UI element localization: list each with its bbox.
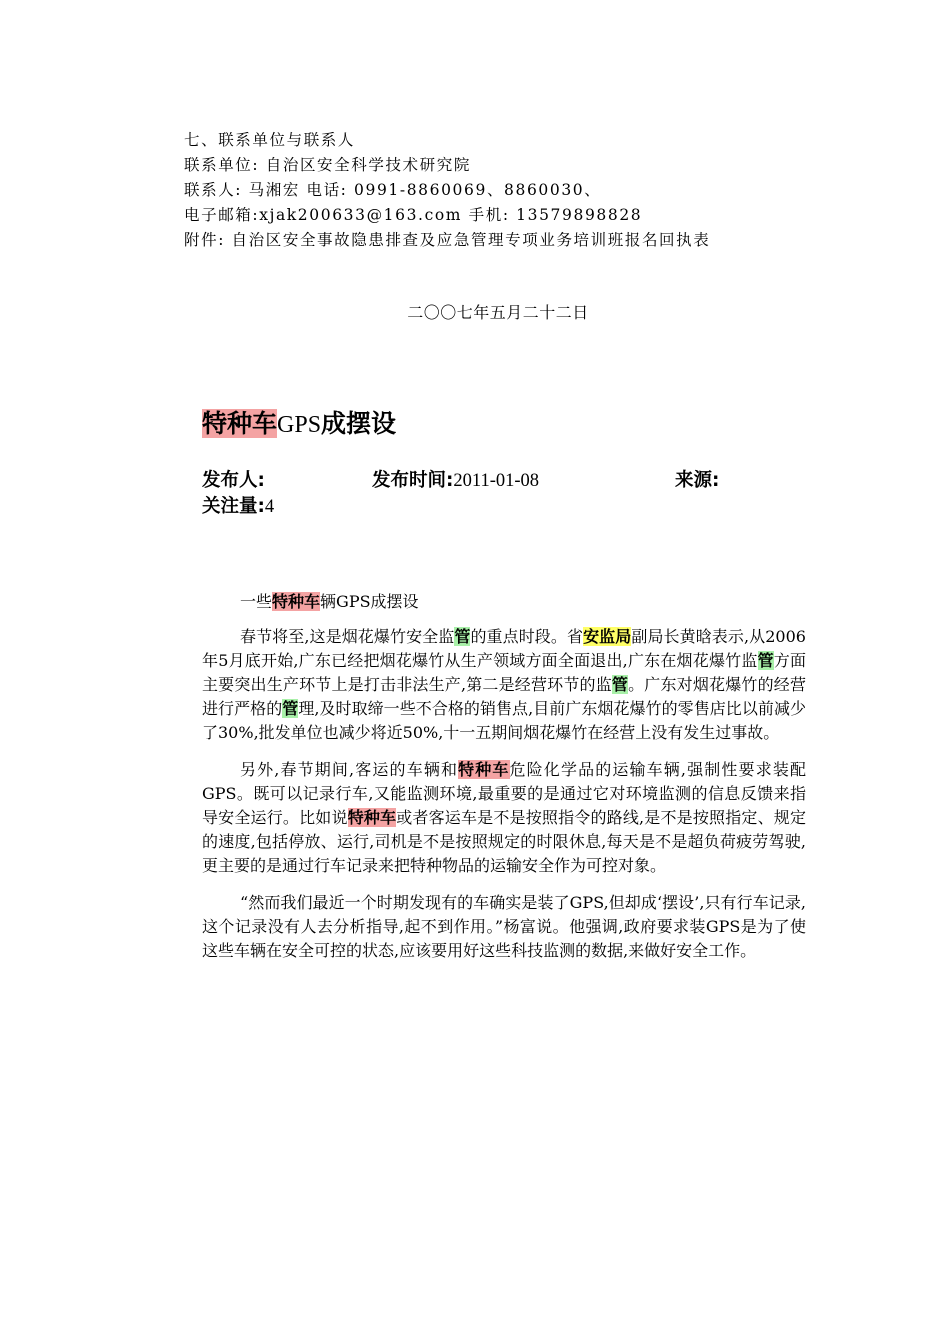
keyword-highlight: 管: [454, 627, 471, 646]
paragraph-1: [202, 590, 806, 614]
publish-time-label: 发布时间:: [372, 470, 454, 491]
paragraph-3: [202, 758, 806, 878]
paragraph-4: [202, 891, 806, 963]
keyword-highlight: 管: [611, 675, 629, 694]
document-date: 二〇〇七年五月二十二日: [407, 303, 589, 322]
contact-email: 电子邮箱:xjak200633@163.com 手机: 13579898828: [184, 206, 643, 224]
contact-section: [184, 128, 710, 253]
contact-person: 联系人: 马湘宏 电话: 0991-8860069、8860030、: [184, 181, 602, 199]
article-meta: [202, 468, 720, 520]
views-label: 关注量:: [202, 496, 265, 517]
keyword-highlight: 管: [757, 651, 774, 670]
p2-text-c: 副局长黄晗表示,从2006年5月底开始,广东已经把烟花爆竹从生产领域方面全面退出,广东在烟花爆竹监: [202, 627, 806, 670]
keyword-highlight: 管: [282, 699, 299, 718]
p1-text-b: 辆GPS成摆设: [320, 592, 419, 611]
p1-text-a: 一些: [240, 592, 273, 611]
keyword-highlight: 特种车: [347, 808, 397, 827]
p3-text-c: 或者客运车是不是按照指令的路线,是不是按照指定、规定的速度,包括停放、运行,司机是不是按照规定的时限休息,每天是不是超负荷疲劳驾驶,更主要的是通过行车记录来把特种物品的运输安全作为可控对象。: [202, 808, 806, 875]
paragraph-2: [202, 625, 806, 745]
article-body: [202, 590, 806, 976]
keyword-highlight: 特种车: [458, 760, 510, 779]
contact-unit: 联系单位: 自治区安全科学技术研究院: [184, 156, 471, 174]
contact-heading: 七、联系单位与联系人: [184, 131, 356, 149]
p2-text-a: 春节将至,这是烟花爆竹安全监: [240, 627, 455, 646]
p3-text-a: 另外,春节期间,客运的车辆和: [240, 760, 459, 779]
p3-text-b: 危险化学品的运输车辆,强制性要求装配GPS。既可以记录行车,又能监测环境,最重要的是通过它对环境监测的信息反馈来指导安全运行。比如说: [202, 760, 806, 827]
p2-text-d: 方面主要突出生产环节上是打击非法生产,第二是经营环节的监: [202, 651, 806, 694]
keyword-highlight: 特种车: [272, 592, 321, 611]
contact-attachment: 附件: 自治区安全事故隐患排查及应急管理专项业务培训班报名回执表: [184, 231, 711, 249]
title-highlight: 特种车: [202, 409, 278, 438]
title-latin: GPS: [277, 412, 322, 438]
publish-time: [372, 468, 539, 494]
title-rest: 成摆设: [321, 409, 397, 438]
p2-text-f: 理,及时取缔一些不合格的销售点,目前广东烟花爆竹的零售店比以前减少了30%,批发单位也减少将近50%,十一五期间烟花爆竹在经营上没有发生过事故。: [202, 699, 806, 742]
p2-text-e: 。广东对烟花爆竹的经营进行严格的: [202, 675, 806, 718]
publish-time-value: 2011-01-08: [453, 471, 540, 491]
views-value: 4: [264, 497, 275, 517]
keyword-highlight: 安监局: [583, 627, 632, 646]
publisher-label: 发布人:: [202, 470, 265, 491]
article-title: [202, 404, 396, 440]
source-label: 来源:: [675, 470, 720, 491]
p4-text-a: “然而我们最近一个时期发现有的车确实是装了GPS,但却成‘摆设’,只有行车记录,这个记录没有人去分析指导,起不到作用。”杨富说。他强调,政府要求装GPS是为了使这些车辆在安全可控的状态,应该要用好这些科技监测的数据,来做好安全工作。: [202, 893, 806, 960]
p2-text-b: 的重点时段。省: [470, 627, 584, 646]
